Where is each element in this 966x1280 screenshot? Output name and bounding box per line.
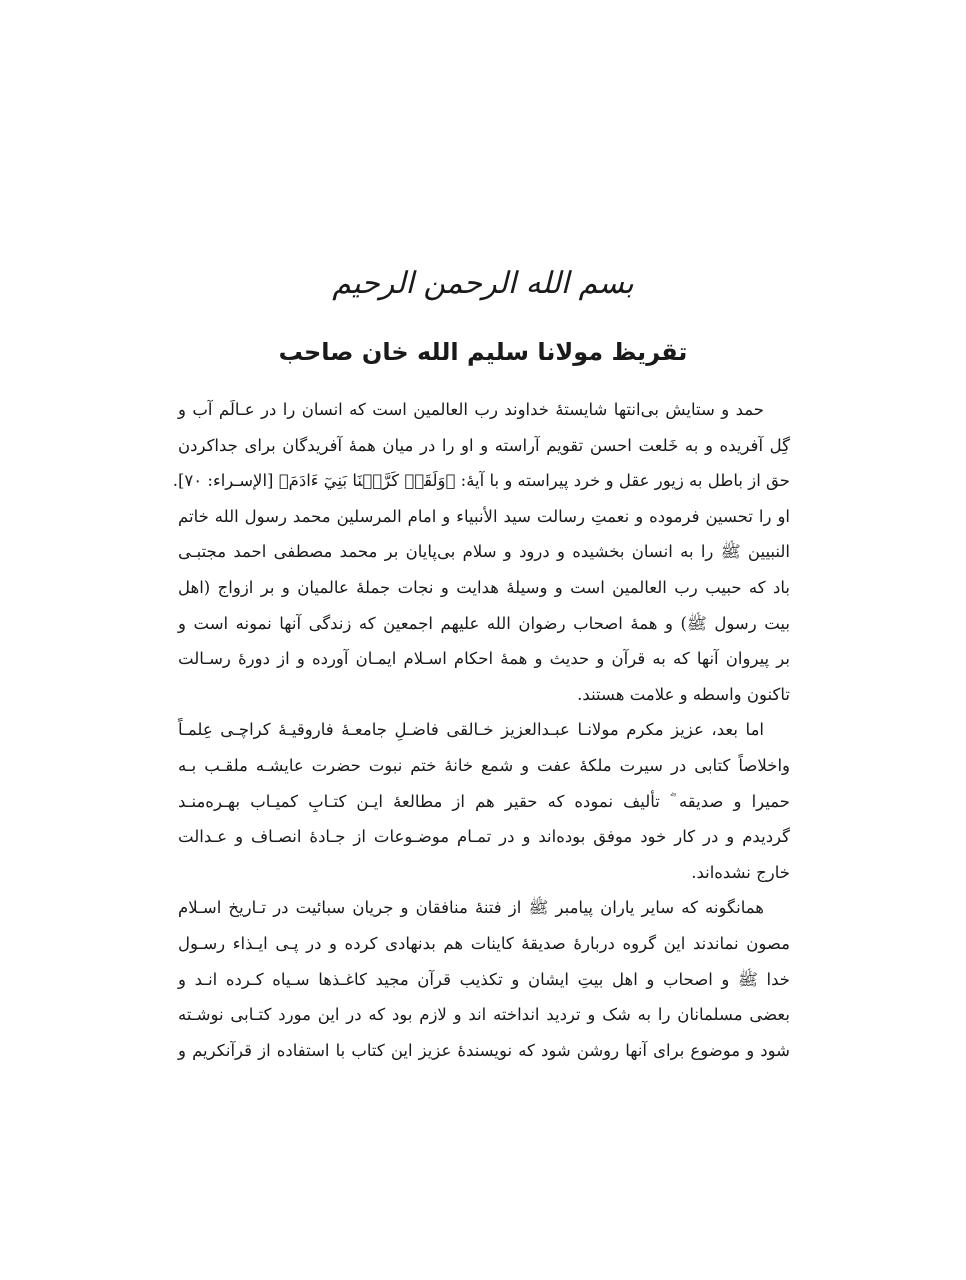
paragraph-line: خارج نشده‌اند. <box>691 862 790 882</box>
paragraph-line: بر پیروان آنها که به قرآن و حدیث و همهٔ احکام اسـلام ایمـان آورده و از دورهٔ رسـالت <box>178 649 790 669</box>
paragraph-line: بیت رسول ﷺ) و همهٔ اصحاب رضوان الله علیهم اجمعین که زندگی آنها نمونه است و <box>178 613 790 633</box>
body-text <box>172 392 790 1068</box>
paragraph-line: اما بعد، عزیز مکرم مولانـا عبـدالعزیز خـالقی فاضـلِ جامعـهٔ فاروقیـهٔ کراچـی عِلمـاً <box>178 720 764 740</box>
paragraph-line: گردیدم و در کار خود موفق بوده‌اند و در تمـام موضـوعات از جـادهٔ انصـاف و عـدالت <box>178 827 790 847</box>
paragraph-line: واخلاصاً کتابی در سیرت ملکهٔ عفت و شمع خانهٔ ختم نبوت حضرت عایشـه ملقـب بـه <box>178 755 790 775</box>
paragraph-line: حمد و ستایش بی‌انتها شایستهٔ خداوند رب العالمین است که انسان را در عـالَم آب و <box>178 400 764 419</box>
paragraph-line: حمیرا و صدیقه ؓ تألیف نموده که حقیر هم از مطالعهٔ ایـن کتـابِ کمیـاب بهـره‌منـد <box>178 791 790 811</box>
basmala-heading: بسم الله الرحمن الرحیم <box>332 266 634 301</box>
paragraph-line: باد که حبیب رب العالمین است و وسیلهٔ هدایت و نجات جملهٔ عالمیان و بر ازواج (اهل <box>178 577 790 597</box>
paragraph-line: تاکنون واسطه و علامت هستند. <box>577 684 790 704</box>
paragraph-line: شود و موضوع برای آنها روشن شود که نویسندهٔ عزیز این کتاب با استفاده از قرآنکریم و <box>178 1040 790 1060</box>
paragraph-line: خدا ﷺ و اصحاب و اهل بیتِ ایشان و تکذیب قرآن مجید کاغـذها سـیاه کـرده انـد و <box>178 969 790 989</box>
page-title: تقریظ مولانا سلیم الله خان صاحب <box>278 338 688 366</box>
paragraph-line: مصون نماندند این گروه دربارهٔ صدیقهٔ کاینات هم بدنهادی کرده و در پـی ایـذاء رسـول <box>178 933 790 953</box>
paragraph-line: او را تحسین فرموده و نعمتِ رسالت سید الأنبیاء و امام المرسلین محمد رسول الله خاتم <box>178 506 790 526</box>
paragraph-line: حق از باطل به زیور عقل و خرد پیراسته و با آیهٔ: ﴿وَلَقَدۡ كَرَّمۡنَا بَنِيٓ ءَادَمَ﴾ [الإسـراء: ۷۰]. <box>172 471 790 491</box>
paragraph-line: گِل آفریده و به خَلعت احسن تقویم آراسته و او را در میان همهٔ آفریدگان برای جداکردن <box>178 435 790 455</box>
paragraph-line: بعضی مسلمانان را به شک و تردید انداخته اند و لازم بود که در این مورد کتـابی نوشـته <box>178 1005 790 1025</box>
paragraph-line: النبیین ﷺ را به انسان بخشیده و درود و سلام بی‌پایان بر محمد مصطفی احمد مجتبـی <box>178 542 790 562</box>
paragraph-line: همانگونه که سایر یاران پیامبر ﷺ از فتنهٔ منافقان و جریان سبائیت در تـاریخ اسـلام <box>178 898 764 918</box>
